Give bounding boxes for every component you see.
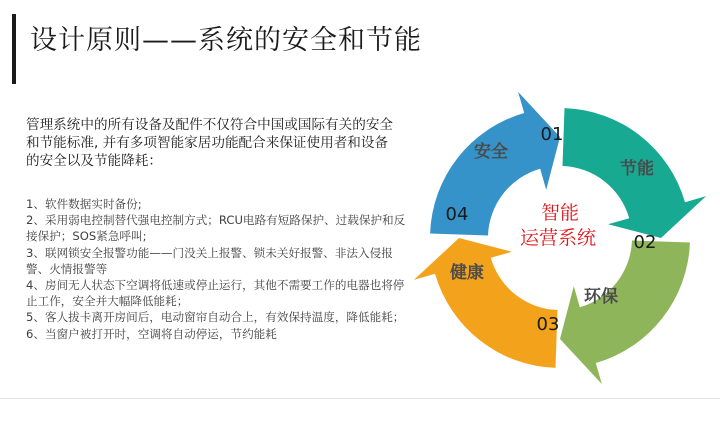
page-title: 设计原则——系统的安全和节能 bbox=[30, 25, 422, 56]
list-item: 5、客人拔卡离开房间后，电动窗帘自动合上，有效保持温度，降低能耗； bbox=[26, 310, 405, 325]
title-accent-bar bbox=[12, 14, 16, 84]
segment-number-01: 01 bbox=[540, 124, 564, 145]
segment-label-energy: 节能 bbox=[620, 159, 654, 179]
segment-label-safety: 安全 bbox=[474, 142, 508, 162]
center-label-line1: 智能 bbox=[540, 202, 580, 224]
list-item: 1、软件数据实时备份; bbox=[26, 197, 142, 211]
list-item: 3、联网锁安全报警功能——门没关上报警、锁未关好报警、非法入侵报警、火情报警等 bbox=[26, 245, 393, 276]
arrow-segment-environment bbox=[560, 241, 690, 385]
list-item: 6、当窗户被打开时，空调将自动停运，节约能耗 bbox=[26, 326, 277, 341]
cycle-diagram bbox=[405, 78, 720, 398]
intro-text: 管理系统中的所有设备及配件不仅符合中国或国际有关的安全和节能标准, 并有多项智能家居功能配合来保证使用者和设备的安全以及节能降耗： bbox=[26, 117, 394, 169]
list-item: 2、采用弱电控制替代强电控制方式；RCU电路有短路保护、过载保护和反接保护；SOS紧急呼叫; bbox=[26, 213, 406, 244]
segment-label-health: 健康 bbox=[450, 263, 484, 283]
segment-number-03: 03 bbox=[536, 314, 560, 335]
feature-list bbox=[26, 196, 406, 342]
arrow-segment-health bbox=[414, 238, 558, 368]
center-label-line2: 运营系统 bbox=[519, 227, 597, 249]
list-item: 4、房间无人状态下空调将低速或停止运行，其他不需要工作的电器也将停止工作，安全并大幅降低能耗； bbox=[26, 278, 405, 309]
segment-number-04: 04 bbox=[445, 204, 469, 225]
footer-divider bbox=[0, 398, 720, 399]
segment-number-02: 02 bbox=[633, 232, 657, 253]
segment-label-environment: 环保 bbox=[584, 287, 618, 307]
